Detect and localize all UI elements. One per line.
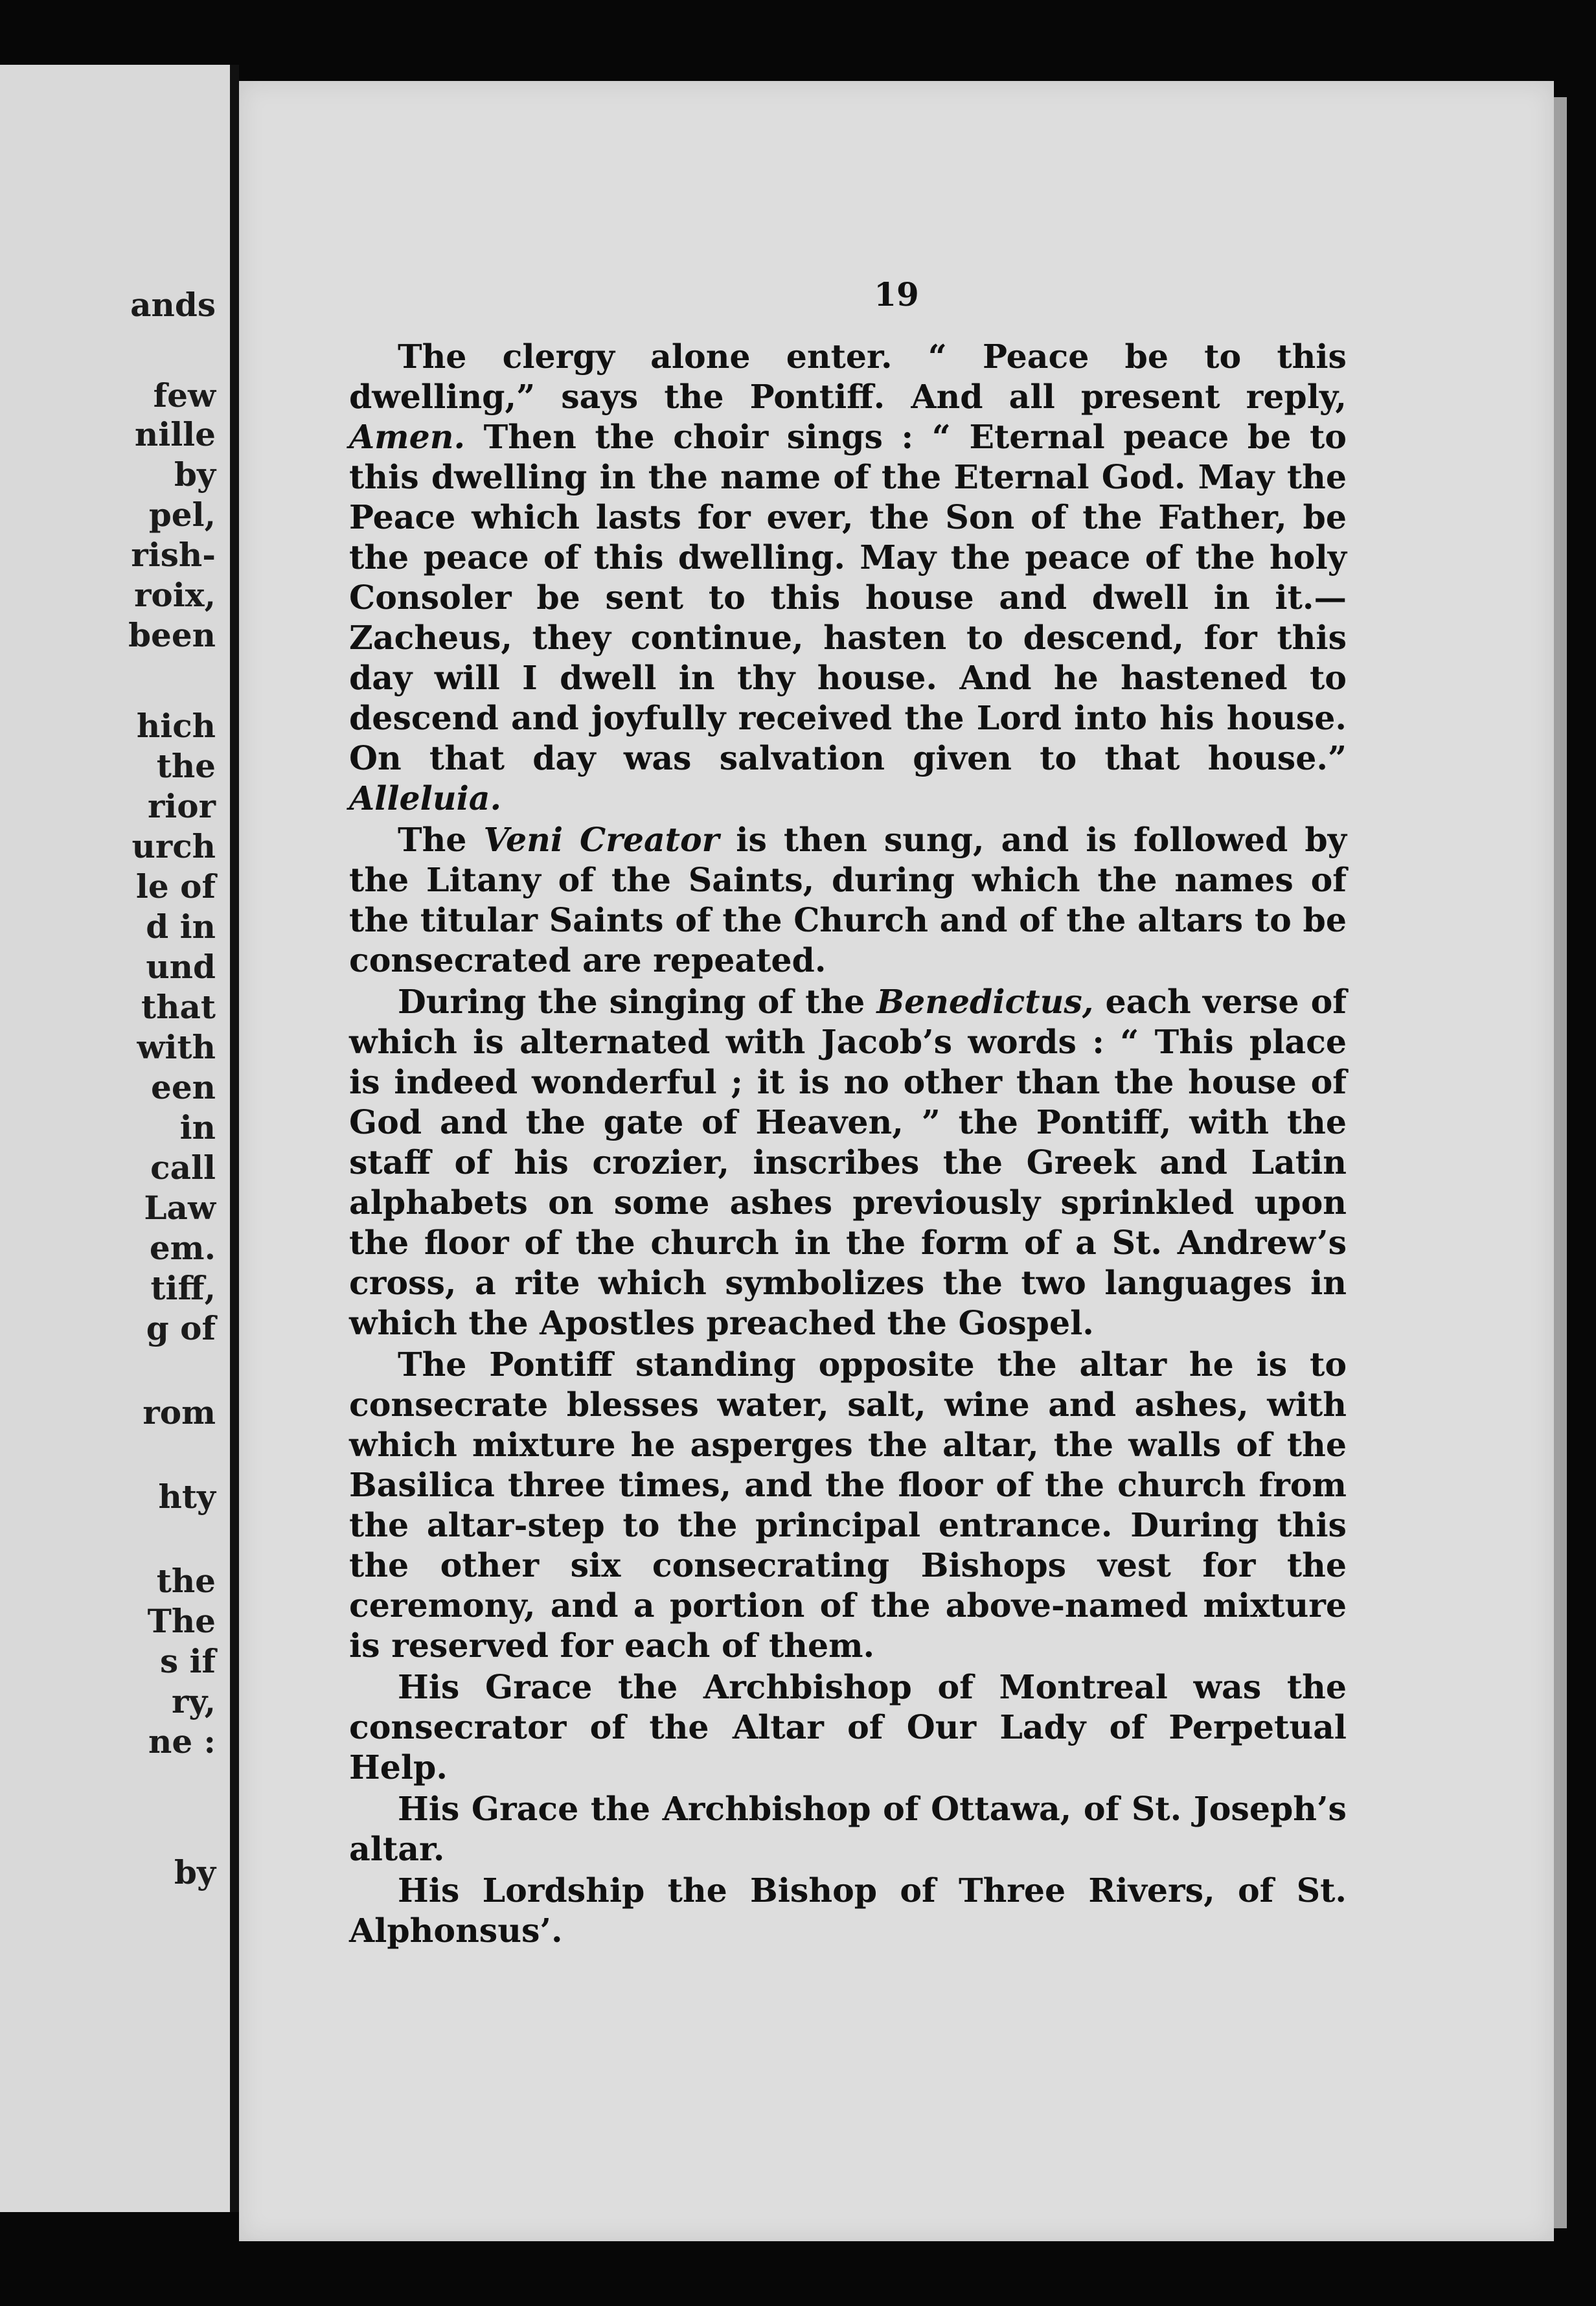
text-run: His Grace the Archbishop of Montreal was the consecrator of the Altar of Our Lady of Perpetual Help. bbox=[349, 1668, 1347, 1787]
italic-text: Benedictus, bbox=[876, 983, 1094, 1021]
left-fragment-line: g of bbox=[146, 1309, 216, 1347]
left-fragment-line: ry, bbox=[171, 1682, 216, 1720]
text-run: His Grace the Archbishop of Ottawa, of St. Joseph’s altar. bbox=[349, 1790, 1347, 1868]
left-fragment-line: een bbox=[151, 1068, 216, 1106]
page-number: 19 bbox=[874, 275, 919, 314]
text-run: The bbox=[398, 821, 484, 859]
paragraph bbox=[349, 1871, 1347, 1951]
left-fragment-line: The bbox=[147, 1602, 216, 1640]
text-run: His Lordship the Bishop of Three Rivers, of St. Alphonsus’. bbox=[349, 1871, 1347, 1950]
left-fragment-line: und bbox=[146, 948, 216, 986]
left-fragment-line: with bbox=[137, 1028, 216, 1066]
left-fragment-line: few bbox=[153, 376, 216, 415]
left-fragment-line: by bbox=[174, 455, 216, 494]
left-fragment-line: em. bbox=[149, 1229, 216, 1267]
left-fragment-line: call bbox=[150, 1148, 216, 1187]
paragraph bbox=[349, 982, 1347, 1343]
text-run: The Pontiff standing opposite the altar he is to consecrate blesses water, salt, wine and ashes, with which mixture he asperges the altar, the walls of the Basilica three times, and the floor of the church from the altar-step to the principal entrance. During this the other six consecrating Bishops vest for the ceremony, and a portion of the above-named mixture is reserved for each of them. bbox=[349, 1345, 1347, 1665]
page-19 bbox=[239, 81, 1554, 2241]
left-fragment-line: hty bbox=[158, 1478, 216, 1516]
left-fragment-line: tiff, bbox=[150, 1269, 216, 1307]
left-fragment-line: in bbox=[179, 1108, 216, 1147]
paragraph bbox=[349, 1667, 1347, 1788]
italic-text: Veni Creator bbox=[483, 821, 720, 859]
paragraph bbox=[349, 1789, 1347, 1869]
left-fragment-line: Law bbox=[144, 1189, 216, 1227]
left-fragment-line: the bbox=[156, 1562, 216, 1600]
left-fragment-line: ands bbox=[130, 286, 216, 324]
left-fragment-line: rom bbox=[142, 1393, 216, 1432]
left-fragment-line: been bbox=[128, 616, 216, 654]
left-fragment-line: ne : bbox=[148, 1722, 216, 1761]
text-run: The clergy alone enter. “ Peace be to this dwelling,” says the Pontiff. And all present reply, bbox=[349, 337, 1347, 416]
text-run: During the singing of the bbox=[398, 983, 877, 1021]
text-run: Then the choir sings : “ Eternal peace be to this dwelling in the name of the Eternal God. May the Peace which lasts for ever, the Son of the Father, be the peace of this dwelling. May the peace of the holy Consoler be sent to this house and dwell in it.—Zacheus, they continue, hasten to descend, for this day will I dwell in thy house. And he hastened to descend and joyfully received the Lord into his house. On that day was salvation given to that house.” bbox=[349, 418, 1347, 777]
body-text bbox=[349, 337, 1347, 1951]
left-fragment-line: urch bbox=[131, 827, 216, 865]
left-fragment-line: nille bbox=[134, 415, 216, 453]
left-fragment-line: rish- bbox=[131, 536, 216, 574]
left-fragment-line: le of bbox=[135, 867, 216, 906]
text-run: is then sung, and is followed by the Litany of the Saints, during which the names of the titular Saints of the Church and of the altars to be consecrated are repeated. bbox=[349, 821, 1347, 979]
left-fragment-line: rior bbox=[147, 787, 216, 825]
left-fragment-line: d in bbox=[146, 908, 216, 946]
left-fragment-line: roix, bbox=[134, 576, 216, 614]
text-run: each verse of which is alternated with Jacob’s words : “ This place is indeed wonderful ; it is no other than the house of God and the gate of Heaven, ” the Pontiff, with the staff of his crozier, inscribes the Greek and Latin alphabets on some ashes previously sprinkled upon the floor of the church in the form of a St. Andrew’s cross, a rite which symbolizes the two languages in which the Apostles preached the Gospel. bbox=[349, 983, 1347, 1342]
italic-text: Alleluia. bbox=[349, 779, 502, 817]
page-edge bbox=[1554, 97, 1567, 2228]
italic-text: Amen. bbox=[349, 418, 466, 456]
paragraph bbox=[349, 820, 1347, 981]
left-fragment-line: s if bbox=[159, 1642, 216, 1680]
left-fragment-line: hich bbox=[136, 707, 216, 745]
left-fragment-line: the bbox=[156, 747, 216, 785]
paragraph bbox=[349, 337, 1347, 819]
left-fragment-line: that bbox=[141, 988, 216, 1026]
paragraph bbox=[349, 1345, 1347, 1666]
left-fragment-line: by bbox=[174, 1853, 216, 1891]
book-gutter bbox=[230, 65, 239, 2212]
left-page-fragment bbox=[0, 65, 230, 2212]
left-fragment-line: pel, bbox=[148, 496, 216, 534]
